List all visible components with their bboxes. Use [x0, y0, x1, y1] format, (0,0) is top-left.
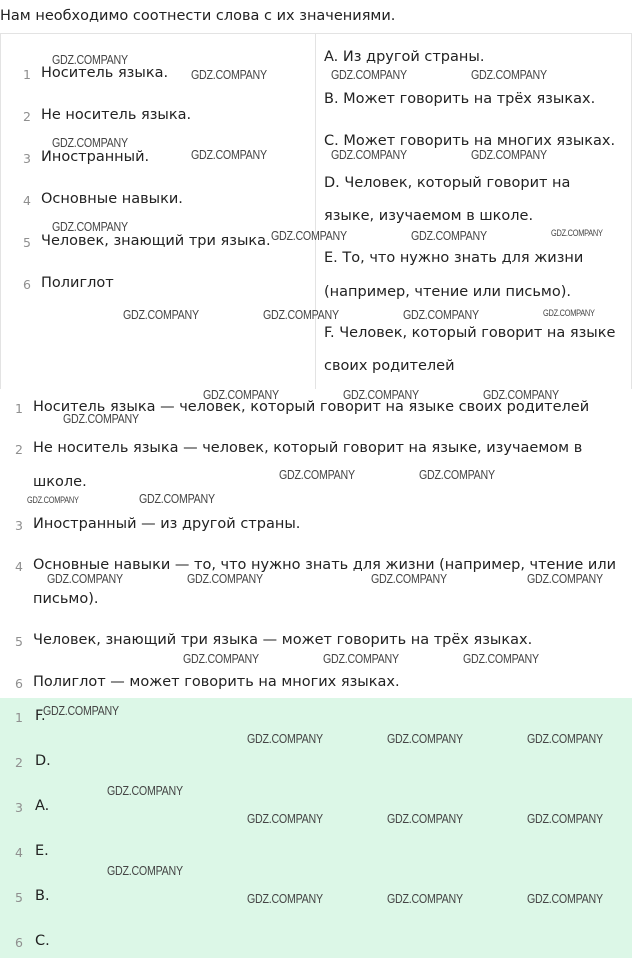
watermark: GDZ.COMPANY	[263, 307, 339, 322]
right-item-text: F. Человек, который говорит на языке	[324, 325, 616, 341]
answer-number: 3	[15, 800, 23, 815]
answer-letter: E.	[35, 843, 49, 859]
left-item-number: 3	[23, 151, 31, 166]
answer-number: 4	[15, 845, 23, 860]
watermark: GDZ.COMPANY	[27, 495, 79, 505]
right-item-text: своих родителей	[324, 358, 455, 374]
explanation-number: 1	[15, 401, 23, 416]
left-item-text: Человек, знающий три языка.	[41, 233, 271, 249]
watermark: GDZ.COMPANY	[191, 147, 267, 162]
left-item-number: 4	[23, 193, 31, 208]
left-item-text: Не носитель языка.	[41, 107, 192, 123]
matching-table-divider	[315, 33, 316, 389]
explanation-text-continued: школе.	[33, 474, 87, 490]
answer-letter: A.	[35, 798, 50, 814]
explanation-number: 2	[15, 442, 23, 457]
watermark: GDZ.COMPANY	[279, 467, 355, 482]
left-item-text: Носитель языка.	[41, 65, 169, 81]
answer-number: 5	[15, 890, 23, 905]
left-item-number: 6	[23, 277, 31, 292]
right-item-text: D. Человек, который говорит на	[324, 175, 571, 191]
right-item-text: языке, изучаемом в школе.	[324, 208, 534, 224]
right-item-text: E. То, что нужно знать для жизни	[324, 250, 584, 266]
watermark: GDZ.COMPANY	[247, 811, 323, 826]
watermark: GDZ.COMPANY	[247, 891, 323, 906]
left-item-text: Иностранный.	[41, 149, 150, 165]
left-item-text: Полиглот	[41, 275, 114, 291]
watermark: GDZ.COMPANY	[331, 147, 407, 162]
watermark: GDZ.COMPANY	[387, 891, 463, 906]
explanation-number: 5	[15, 634, 23, 649]
watermark: GDZ.COMPANY	[387, 811, 463, 826]
watermark: GDZ.COMPANY	[107, 863, 183, 878]
watermark: GDZ.COMPANY	[47, 571, 123, 586]
right-item-text: C. Может говорить на многих языках.	[324, 133, 616, 149]
watermark: GDZ.COMPANY	[191, 67, 267, 82]
watermark: GDZ.COMPANY	[271, 228, 347, 243]
watermark: GDZ.COMPANY	[463, 651, 539, 666]
watermark: GDZ.COMPANY	[43, 703, 119, 718]
answer-letter: C.	[35, 933, 50, 949]
watermark: GDZ.COMPANY	[371, 571, 447, 586]
watermark: GDZ.COMPANY	[323, 651, 399, 666]
watermark: GDZ.COMPANY	[187, 571, 263, 586]
watermark: GDZ.COMPANY	[139, 491, 215, 506]
watermark: GDZ.COMPANY	[183, 651, 259, 666]
watermark: GDZ.COMPANY	[52, 135, 128, 150]
watermark: GDZ.COMPANY	[52, 52, 128, 67]
explanation-number: 6	[15, 676, 23, 691]
watermark: GDZ.COMPANY	[52, 219, 128, 234]
watermark: GDZ.COMPANY	[527, 891, 603, 906]
left-item-number: 1	[23, 67, 31, 82]
watermark: GDZ.COMPANY	[471, 67, 547, 82]
right-item-text: B. Может говорить на трёх языках.	[324, 91, 596, 107]
watermark: GDZ.COMPANY	[331, 67, 407, 82]
right-item-text: (например, чтение или письмо).	[324, 284, 572, 300]
watermark: GDZ.COMPANY	[483, 387, 559, 402]
explanation-text: Носитель языка — человек, который говорит на языке своих родителей	[33, 399, 590, 415]
left-item-text: Основные навыки.	[41, 191, 183, 207]
left-item-number: 5	[23, 235, 31, 250]
explanation-text: Не носитель языка — человек, который говорит на языке, изучаемом в	[33, 440, 583, 456]
watermark: GDZ.COMPANY	[123, 307, 199, 322]
answer-letter: D.	[35, 753, 51, 769]
right-item-text: A. Из другой страны.	[324, 49, 485, 65]
watermark: GDZ.COMPANY	[403, 307, 479, 322]
task-heading: Нам необходимо соотнести слова с их значениями.	[0, 8, 396, 24]
answer-letter: B.	[35, 888, 50, 904]
explanation-text: Человек, знающий три языка — может говорить на трёх языках.	[33, 632, 533, 648]
explanation-text-continued: письмо).	[33, 591, 99, 607]
watermark: GDZ.COMPANY	[343, 387, 419, 402]
answer-letter: F.	[35, 708, 46, 724]
watermark: GDZ.COMPANY	[471, 147, 547, 162]
explanation-text: Полиглот — может говорить на многих языках.	[33, 674, 400, 690]
explanation-text: Иностранный — из другой страны.	[33, 516, 301, 532]
answer-number: 1	[15, 710, 23, 725]
watermark: GDZ.COMPANY	[551, 228, 603, 238]
explanation-number: 3	[15, 518, 23, 533]
watermark: GDZ.COMPANY	[387, 731, 463, 746]
explanation-number: 4	[15, 559, 23, 574]
watermark: GDZ.COMPANY	[107, 783, 183, 798]
explanation-text: Основные навыки — то, что нужно знать для жизни (например, чтение или	[33, 557, 617, 573]
watermark: GDZ.COMPANY	[543, 308, 595, 318]
watermark: GDZ.COMPANY	[203, 387, 279, 402]
watermark: GDZ.COMPANY	[527, 571, 603, 586]
answer-number: 6	[15, 935, 23, 950]
left-item-number: 2	[23, 109, 31, 124]
answer-number: 2	[15, 755, 23, 770]
watermark: GDZ.COMPANY	[419, 467, 495, 482]
watermark: GDZ.COMPANY	[527, 811, 603, 826]
watermark: GDZ.COMPANY	[411, 228, 487, 243]
watermark: GDZ.COMPANY	[527, 731, 603, 746]
watermark: GDZ.COMPANY	[247, 731, 323, 746]
watermark: GDZ.COMPANY	[63, 411, 139, 426]
